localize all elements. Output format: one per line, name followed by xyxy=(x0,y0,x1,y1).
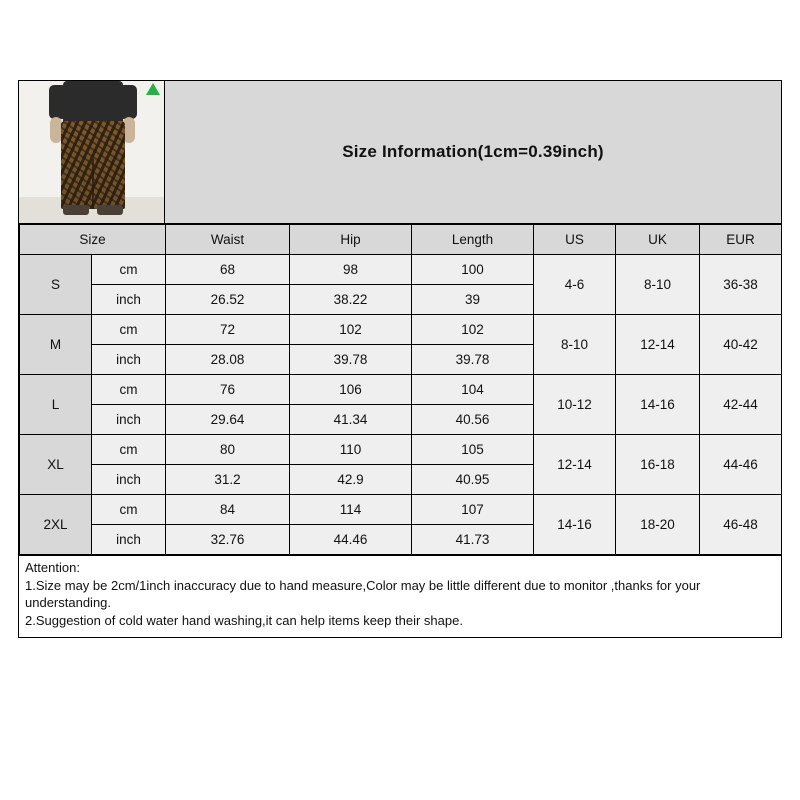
cell-waist-inch: 29.64 xyxy=(166,405,290,435)
cell-uk: 16-18 xyxy=(616,435,700,495)
cell-hip-cm: 98 xyxy=(290,255,412,285)
title-cell xyxy=(165,81,781,223)
cell-eur: 36-38 xyxy=(700,255,782,315)
cell-length-inch: 40.95 xyxy=(412,465,534,495)
column-header-eur: EUR xyxy=(700,225,782,255)
cell-hip-inch: 42.9 xyxy=(290,465,412,495)
note-heading: Attention: xyxy=(25,560,80,575)
cell-waist-cm: 84 xyxy=(166,495,290,525)
photo-shoe-left xyxy=(63,205,89,215)
cell-us: 8-10 xyxy=(534,315,616,375)
row-unit-cm: cm xyxy=(92,315,166,345)
cell-hip-inch: 38.22 xyxy=(290,285,412,315)
photo-tshirt xyxy=(63,81,123,123)
cell-hip-inch: 44.46 xyxy=(290,525,412,555)
model-photo xyxy=(19,81,164,223)
cell-eur: 40-42 xyxy=(700,315,782,375)
column-header-waist: Waist xyxy=(166,225,290,255)
row-unit-cm: cm xyxy=(92,435,166,465)
cell-us: 12-14 xyxy=(534,435,616,495)
row-unit-inch: inch xyxy=(92,405,166,435)
row-unit-inch: inch xyxy=(92,465,166,495)
row-size-label: 2XL xyxy=(20,495,92,555)
cell-eur: 46-48 xyxy=(700,495,782,555)
attention-note xyxy=(19,555,781,637)
cell-waist-cm: 76 xyxy=(166,375,290,405)
column-header-uk: UK xyxy=(616,225,700,255)
cell-length-inch: 40.56 xyxy=(412,405,534,435)
cell-length-inch: 41.73 xyxy=(412,525,534,555)
cell-hip-cm: 114 xyxy=(290,495,412,525)
cell-length-cm: 100 xyxy=(412,255,534,285)
cell-waist-inch: 31.2 xyxy=(166,465,290,495)
table-header-row xyxy=(20,225,782,255)
chart-header xyxy=(19,81,781,224)
cell-eur: 42-44 xyxy=(700,375,782,435)
cell-waist-cm: 72 xyxy=(166,315,290,345)
column-header-us: US xyxy=(534,225,616,255)
table-row xyxy=(20,495,782,525)
cell-us: 4-6 xyxy=(534,255,616,315)
row-size-label: M xyxy=(20,315,92,375)
row-unit-cm: cm xyxy=(92,495,166,525)
cell-hip-inch: 39.78 xyxy=(290,345,412,375)
photo-shoe-right xyxy=(97,205,123,215)
table-row xyxy=(20,375,782,405)
cell-length-cm: 107 xyxy=(412,495,534,525)
watermark-icon xyxy=(146,83,160,95)
column-header-hip: Hip xyxy=(290,225,412,255)
cell-us: 14-16 xyxy=(534,495,616,555)
photo-pants-seam xyxy=(92,159,94,209)
cell-us: 10-12 xyxy=(534,375,616,435)
table-row xyxy=(20,315,782,345)
cell-hip-cm: 106 xyxy=(290,375,412,405)
row-unit-cm: cm xyxy=(92,375,166,405)
column-header-size: Size xyxy=(20,225,166,255)
cell-hip-inch: 41.34 xyxy=(290,405,412,435)
table-row xyxy=(20,435,782,465)
row-unit-inch: inch xyxy=(92,345,166,375)
row-unit-cm: cm xyxy=(92,255,166,285)
cell-waist-cm: 80 xyxy=(166,435,290,465)
row-size-label: L xyxy=(20,375,92,435)
cell-uk: 12-14 xyxy=(616,315,700,375)
size-chart xyxy=(18,80,782,638)
cell-hip-cm: 102 xyxy=(290,315,412,345)
cell-length-cm: 104 xyxy=(412,375,534,405)
model-photo-cell xyxy=(19,81,165,223)
cell-uk: 8-10 xyxy=(616,255,700,315)
table-row xyxy=(20,255,782,285)
note-line-2: 2.Suggestion of cold water hand washing,it can help items keep their shape. xyxy=(25,612,463,628)
row-size-label: S xyxy=(20,255,92,315)
cell-waist-cm: 68 xyxy=(166,255,290,285)
column-header-length: Length xyxy=(412,225,534,255)
page-title: Size Information(1cm=0.39inch) xyxy=(342,142,604,161)
size-table xyxy=(19,224,782,555)
cell-length-cm: 105 xyxy=(412,435,534,465)
cell-length-inch: 39.78 xyxy=(412,345,534,375)
cell-waist-inch: 28.08 xyxy=(166,345,290,375)
cell-hip-cm: 110 xyxy=(290,435,412,465)
cell-waist-inch: 26.52 xyxy=(166,285,290,315)
cell-uk: 18-20 xyxy=(616,495,700,555)
row-unit-inch: inch xyxy=(92,285,166,315)
cell-waist-inch: 32.76 xyxy=(166,525,290,555)
note-line-1: 1.Size may be 2cm/1inch inaccuracy due to hand measure,Color may be little different due to monitor ,thanks for your understanding. xyxy=(25,577,705,610)
row-size-label: XL xyxy=(20,435,92,495)
cell-uk: 14-16 xyxy=(616,375,700,435)
row-unit-inch: inch xyxy=(92,525,166,555)
cell-length-inch: 39 xyxy=(412,285,534,315)
cell-eur: 44-46 xyxy=(700,435,782,495)
cell-length-cm: 102 xyxy=(412,315,534,345)
